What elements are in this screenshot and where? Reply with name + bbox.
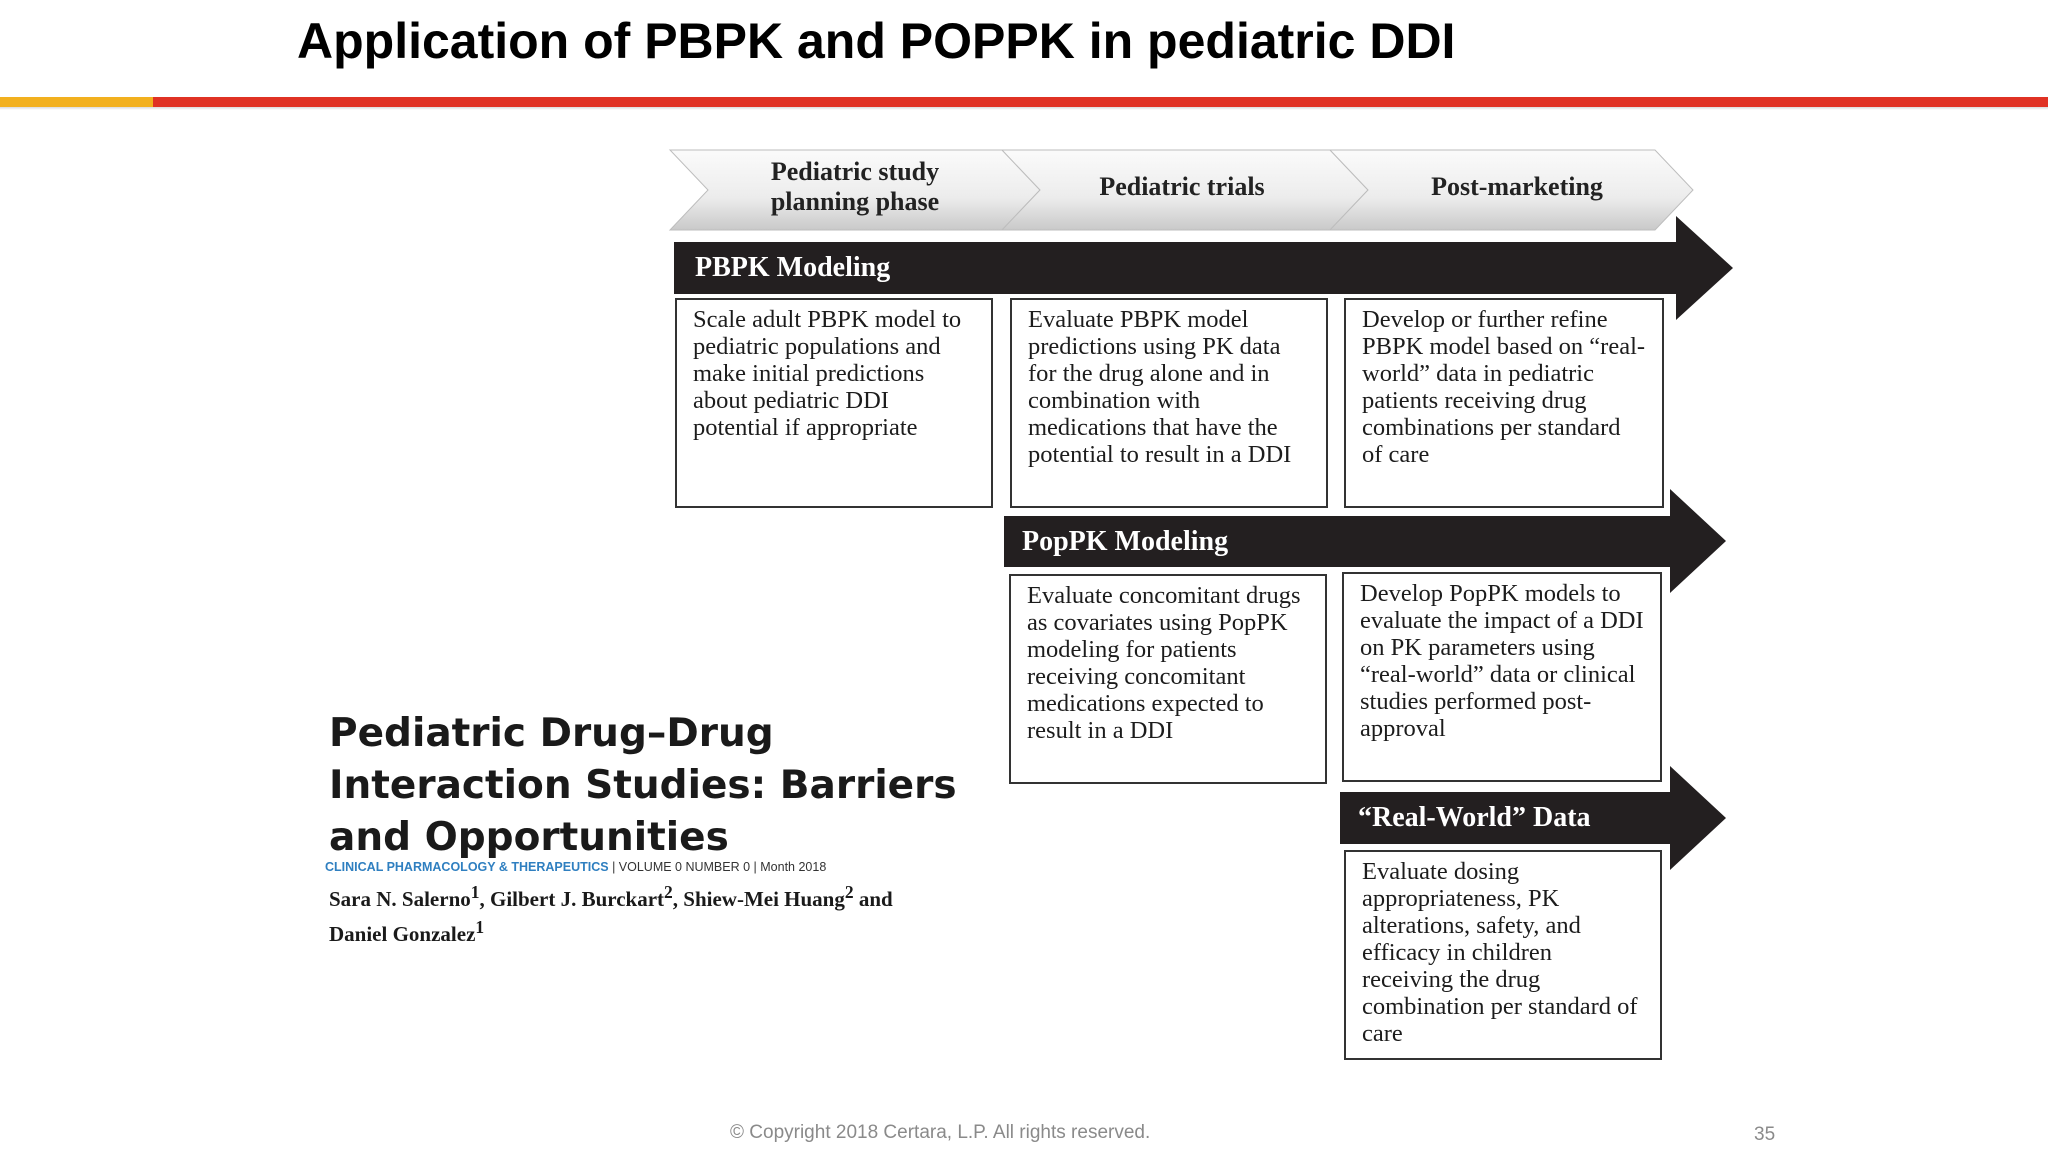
pbpk-box-postmarketing: Develop or further refine PBPK model based on “real-world” data in pediatric patients receiving drug combinations per standard of care [1344, 298, 1664, 508]
rwd-box-postmarketing: Evaluate dosing appropriateness, PK alterations, safety, and efficacy in children receiving the drug combination per standard of care [1344, 850, 1662, 1060]
page-number: 35 [1754, 1124, 1776, 1145]
journal-name: CLINICAL PHARMACOLOGY & THERAPEUTICS [325, 860, 609, 874]
journal-line [325, 860, 826, 874]
slide-title: Application of PBPK and POPPK in pediatric DDI [297, 13, 1456, 69]
poppk-box-trials: Evaluate concomitant drugs as covariates using PopPK modeling for patients receiving concomitant medications expected to result in a DDI [1009, 574, 1327, 784]
phase-label-trials: Pediatric trials [1099, 172, 1265, 201]
band-label-rwd: “Real-World” Data [1358, 802, 1591, 833]
author-separator: and [853, 887, 893, 911]
author-affiliation: 2 [844, 882, 854, 902]
author-affiliation: 2 [664, 882, 673, 902]
band-label-pbpk: PBPK Modeling [695, 252, 891, 283]
author-name: Sara N. Salerno [329, 887, 471, 911]
author-separator: , [672, 887, 684, 911]
band-label-poppk: PopPK Modeling [1022, 526, 1229, 557]
phase-label-planning: Pediatric study planning phase [770, 157, 940, 216]
author-name: Daniel Gonzalez [329, 922, 476, 946]
author-name: Gilbert J. Burckart [490, 887, 665, 911]
paper-authors [329, 878, 929, 948]
author-name: Shiew-Mei Huang [683, 887, 845, 911]
pbpk-box-planning: Scale adult PBPK model to pediatric populations and make initial predictions about pediatric DDI potential if appropriate [675, 298, 993, 508]
journal-issue: | VOLUME 0 NUMBER 0 | Month 2018 [612, 860, 827, 874]
paper-title: Pediatric Drug–Drug Interaction Studies: Barriers and Opportunities [329, 711, 957, 860]
poppk-box-postmarketing: Develop PopPK models to evaluate the impact of a DDI on PK parameters using “real-world” data or clinical studies performed post-approval [1342, 572, 1662, 782]
author-separator: , [479, 887, 490, 911]
pbpk-box-trials: Evaluate PBPK model predictions using PK data for the drug alone and in combination with medications that have the potential to result in a DDI [1010, 298, 1328, 508]
author-affiliation: 1 [475, 917, 485, 937]
phase-label-postmarketing: Post-marketing [1431, 172, 1603, 201]
footer-copyright: © Copyright 2018 Certara, L.P. All rights reserved. [730, 1122, 1151, 1143]
author-affiliation: 1 [470, 882, 480, 902]
